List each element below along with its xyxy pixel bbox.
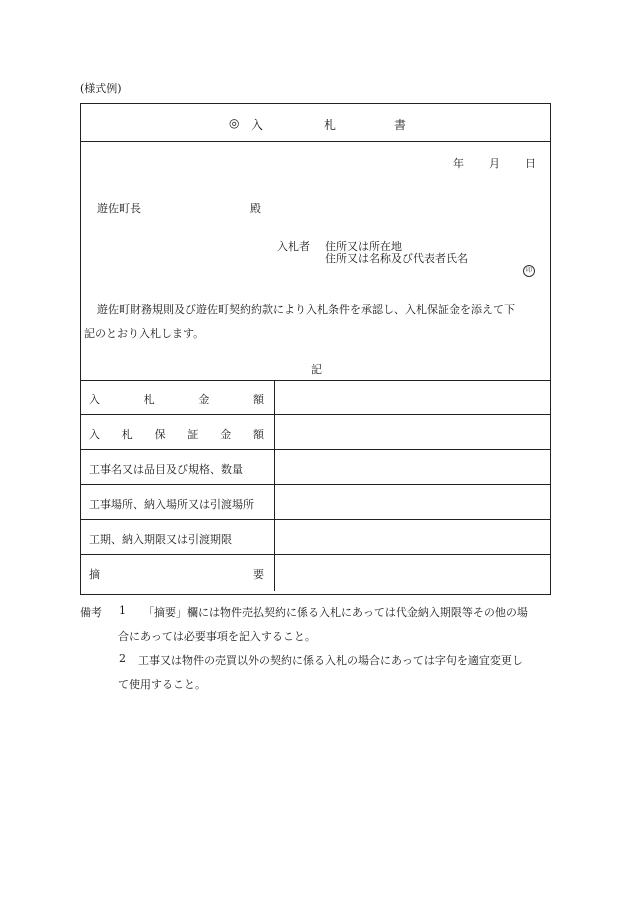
row-value-bid-bond [275,415,550,449]
body-text-line2: 記のとおり入札します。 [84,327,205,340]
notes-heading: 備考 [80,606,102,619]
note-1-line1: 「摘要」欄には物件売払契約に係る入札にあっては代金納入期限等その他の場 [143,606,528,619]
table-row [81,555,550,591]
bidder-label: 入札者 [277,240,310,253]
title-mark: ◎ [229,116,240,130]
row-value-bid-amount [275,380,550,414]
recipient-name: 遊佐町長 [97,202,141,215]
note-2-line1: 工事又は物件の売買以外の契約に係る入札の場合にあっては字句を適宜変更し [138,654,523,667]
title-char-3: 書 [394,118,407,132]
row-value-work-name [275,450,550,484]
table-row [81,450,550,485]
bid-form [80,103,551,595]
row-label-bid-amount: 入 札 金 額 [89,393,264,406]
bidder-name: 住所又は名称及び代表者氏名 [325,252,468,265]
recipient-honorific: 殿 [250,202,261,215]
date-month: 月 [489,157,500,170]
note-1-line2: 合にあっては必要事項を記入すること。 [118,630,316,643]
row-label-period: 工期、納入期限又は引渡期限 [89,533,232,546]
note-2-number: 2 [119,652,126,665]
row-label-work-name: 工事名又は品目及び規格、数量 [89,463,243,476]
table-row [81,520,550,555]
table-row [81,485,550,520]
detail-table [81,380,550,591]
row-value-remarks [275,555,550,591]
bidder-address: 住所又は所在地 [325,240,402,253]
table-row [81,380,550,415]
seal-mark: 印 [523,262,535,277]
date-year: 年 [453,157,464,170]
row-value-place [275,485,550,519]
date-day: 日 [525,157,536,170]
ki-heading: 記 [311,363,322,376]
title-row [81,104,550,142]
row-value-period [275,520,550,554]
note-1-number: 1 [119,604,126,617]
title-char-1: 入 [251,118,264,132]
title-char-2: 札 [324,118,337,132]
note-2-line2: て使用すること。 [118,678,206,691]
row-label-place: 工事場所、納入場所又は引渡場所 [89,498,254,511]
row-label-bid-bond: 入 札 保 証 金 額 [89,428,264,441]
form-label: (様式例) [80,82,122,95]
row-label-remarks: 摘 要 [89,568,264,581]
table-row [81,415,550,450]
body-text-line1: 遊佐町財務規則及び遊佐町契約約款により入札条件を承認し、入札保証金を添えて下 [97,303,515,316]
form-body [81,141,550,381]
